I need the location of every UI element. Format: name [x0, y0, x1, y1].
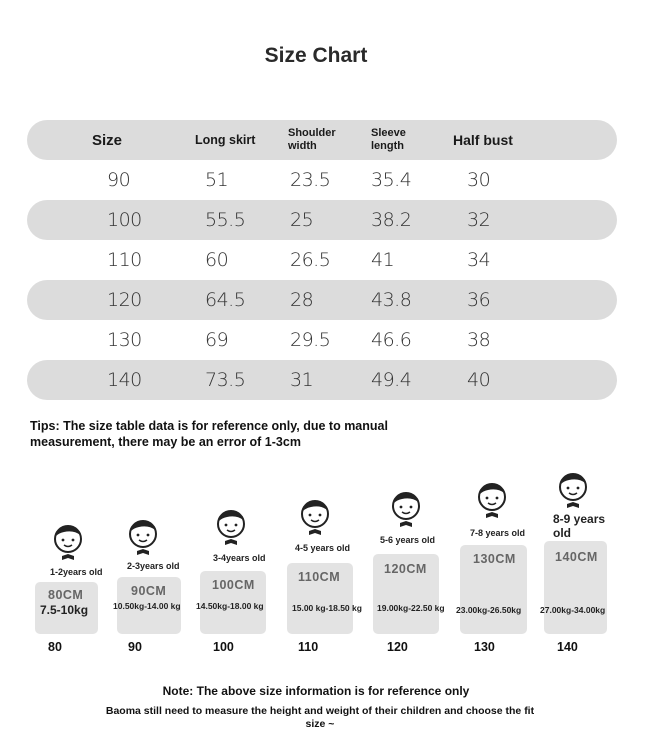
height-label: 130CM: [473, 552, 516, 566]
age-label: 3-4years old: [213, 553, 266, 563]
cell-long-skirt: 60: [205, 249, 229, 271]
child-face-icon: [297, 495, 333, 537]
cell-size: 110: [107, 249, 142, 271]
height-label: 100CM: [212, 578, 255, 592]
weight-label: 23.00kg-26.50kg: [456, 605, 522, 615]
cell-shoulder-width: 31: [290, 369, 314, 391]
table-row: [27, 240, 617, 280]
child-face-icon: [388, 487, 424, 529]
height-label: 140CM: [555, 550, 598, 564]
header-sleeve-length: Sleeve length: [371, 127, 406, 152]
cell-long-skirt: 73.5: [205, 369, 246, 391]
cell-size: 120: [107, 289, 142, 311]
height-label: 110CM: [298, 570, 341, 584]
tips-text: Tips: The size table data is for reference only, due to manual measurement, there may be an error of 1-3cm: [30, 419, 388, 449]
child-face-icon: [125, 515, 161, 557]
height-label: 120CM: [384, 562, 427, 576]
age-label: 1-2years old: [50, 567, 103, 577]
cell-long-skirt: 55.5: [205, 209, 246, 231]
weight-label: 27.00kg-34.00kg: [540, 605, 606, 615]
cell-shoulder-width: 29.5: [290, 329, 331, 351]
size-table: [27, 120, 617, 400]
size-label: 120: [387, 640, 408, 654]
size-label: 100: [213, 640, 234, 654]
child-face-icon: [50, 520, 86, 562]
header-half-bust: Half bust: [453, 132, 513, 148]
child-face-icon: [474, 478, 510, 520]
cell-long-skirt: 64.5: [205, 289, 246, 311]
height-label: 80CM: [48, 588, 84, 602]
cell-sleeve-length: 43.8: [371, 289, 412, 311]
weight-label: 10.50kg-14.00 kg: [113, 601, 181, 611]
cell-size: 130: [107, 329, 142, 351]
cell-shoulder-width: 26.5: [290, 249, 331, 271]
header-size: Size: [92, 131, 123, 149]
cell-sleeve-length: 35.4: [371, 169, 412, 191]
weight-label: 15.00 kg-18.50 kg: [292, 603, 362, 613]
cell-shoulder-width: 25: [290, 209, 314, 231]
table-header-row: [27, 120, 617, 160]
cell-sleeve-length: 38.2: [371, 209, 412, 231]
child-face-icon: [213, 505, 249, 547]
table-row: [27, 280, 617, 320]
child-face-icon: [555, 468, 591, 510]
height-label: 90CM: [131, 584, 167, 598]
cell-long-skirt: 69: [205, 329, 229, 351]
size-label: 90: [128, 640, 142, 654]
weight-label: 14.50kg-18.00 kg: [196, 601, 264, 611]
size-label: 80: [48, 640, 62, 654]
weight-label: 7.5-10kg: [40, 603, 89, 617]
cell-sleeve-length: 46.6: [371, 329, 412, 351]
header-shoulder-width: Shoulder width: [288, 127, 336, 152]
note-text: Note: The above size information is for reference only: [162, 684, 470, 698]
table-row: [27, 160, 617, 200]
table-row: [27, 200, 617, 240]
age-label: 2-3years old: [127, 561, 180, 571]
age-label: 4-5 years old: [295, 543, 351, 553]
cell-size: 140: [107, 369, 142, 391]
page-title: Size Chart: [264, 44, 368, 67]
size-label: 110: [298, 640, 319, 654]
size-label: 130: [474, 640, 495, 654]
cell-half-bust: 36: [467, 289, 491, 311]
cell-half-bust: 34: [467, 249, 491, 271]
header-long-skirt: Long skirt: [195, 133, 256, 147]
cell-shoulder-width: 23.5: [290, 169, 331, 191]
cell-half-bust: 38: [467, 329, 491, 351]
cell-size: 100: [107, 209, 142, 231]
table-row: [27, 320, 617, 360]
size-label: 140: [557, 640, 578, 654]
cell-sleeve-length: 41: [371, 249, 395, 271]
age-label: 8-9 years old: [553, 512, 606, 540]
cell-sleeve-length: 49.4: [371, 369, 412, 391]
weight-label: 19.00kg-22.50 kg: [377, 603, 445, 613]
cell-long-skirt: 51: [205, 169, 229, 191]
cell-half-bust: 30: [467, 169, 491, 191]
table-row: [27, 360, 617, 400]
note-subtext: Baoma still need to measure the height and weight of their children and choose the fit size ~: [105, 705, 535, 730]
age-label: 7-8 years old: [470, 528, 526, 538]
age-label: 5-6 years old: [380, 535, 436, 545]
cell-half-bust: 32: [467, 209, 491, 231]
cell-shoulder-width: 28: [290, 289, 314, 311]
cell-size: 90: [107, 169, 131, 191]
cell-half-bust: 40: [467, 369, 491, 391]
